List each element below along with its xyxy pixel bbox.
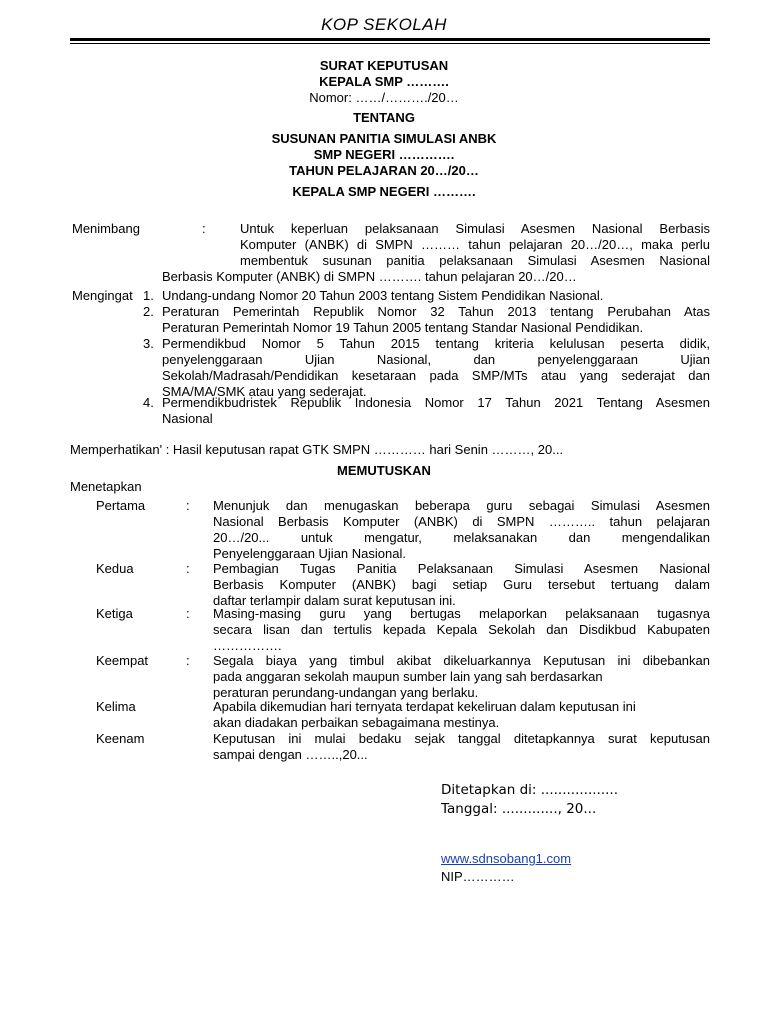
decision-pertama-line-3: 20…/20... untuk mengatur, melaksanakan dan mengendalikan xyxy=(213,530,710,545)
decision-ketiga-line-2: secara lisan dan tertulis kepada Kepala Sekolah dan Disdikbud Kabupaten xyxy=(213,622,710,637)
header-rule-thick xyxy=(70,38,710,41)
memutuskan-heading: MEMUTUSKAN xyxy=(337,463,431,478)
decision-label-pertama: Pertama xyxy=(96,498,146,513)
nip: NIP………… xyxy=(441,869,515,884)
menimbang-line-1: Untuk keperluan pelaksanaan Simulasi Asesmen Nasional Berbasis xyxy=(240,221,710,236)
mengingat-item-3-line-1: Permendikbud Nomor 5 Tahun 2015 tentang kriteria kelulusan peserta didik, xyxy=(162,336,710,351)
mengingat-item-2-line-2: Peraturan Pemerintah Nomor 19 Tahun 2005 tentang Standar Nasional Pendidikan. xyxy=(162,320,644,335)
decision-keempat-line-3: peraturan perundang-undangan yang berlaku. xyxy=(213,685,479,700)
mengingat-num-4: 4. xyxy=(143,395,154,410)
decision-ketiga-line-1: Masing-masing guru yang bertugas melaporkan pelaksanaan tugasnya xyxy=(213,606,710,621)
mengingat-item-4-line-1: Permendikbudristek Republik Indonesia Nomor 17 Tahun 2021 Tentang Asesmen xyxy=(162,395,710,410)
decision-pertama-line-1: Menunjuk dan menugaskan beberapa guru sebagai Simulasi Asesmen xyxy=(213,498,710,513)
document-title: SURAT KEPUTUSAN xyxy=(319,58,449,73)
mengingat-item-2-line-1: Peraturan Pemerintah Republik Nomor 32 Tahun 2013 tentang Perubahan Atas xyxy=(162,304,710,319)
kepala-heading: KEPALA SMP NEGERI ………. xyxy=(292,184,476,199)
kop-sekolah: KOP SEKOLAH xyxy=(321,15,447,34)
menimbang-label: Menimbang xyxy=(72,221,140,236)
mengingat-item-1-line-1: Undang-undang Nomor 20 Tahun 2003 tentang Sistem Pendidikan Nasional. xyxy=(162,288,604,303)
decision-kedua-line-2: Berbasis Komputer (ANBK) bagi setiap Guru tersebut tertuang dalam xyxy=(213,577,710,592)
decision-keempat-line-2: pada anggaran sekolah maupun sumber lain yang sah berdasarkan xyxy=(213,669,603,684)
menetapkan-label: Menetapkan xyxy=(70,479,142,494)
ditetapkan-di: Ditetapkan di: .................. xyxy=(441,782,618,798)
decision-keenam-line-2: sampai dengan ……..,20... xyxy=(213,747,368,762)
mengingat-num-2: 2. xyxy=(143,304,154,319)
decision-keenam-line-1: Keputusan ini mulai bedaku sejak tanggal ditetapkannya surat keputusan xyxy=(213,731,710,746)
subject-line-2: SMP NEGERI …………. xyxy=(313,147,455,162)
menimbang-line-2: Komputer (ANBK) di SMPN ……… tahun pelajaran 20…/20…, maka perlu xyxy=(240,237,710,252)
subject-line-3: TAHUN PELAJARAN 20…/20… xyxy=(289,163,479,178)
document-number: Nomor: ……/………./20… xyxy=(309,90,459,105)
decision-label-keenam: Keenam xyxy=(96,731,145,746)
mengingat-item-3-line-2: penyelenggaraan Ujian Nasional, dan penyelenggaraan Ujian xyxy=(162,352,710,367)
decision-keempat-line-1: Segala biaya yang timbul akibat dikeluarkannya Keputusan ini dibebankan xyxy=(213,653,710,668)
decision-kedua-line-3: daftar terlampir dalam surat keputusan ini. xyxy=(213,593,456,608)
mengingat-item-3-line-3: Sekolah/Madrasah/Pendidikan kesetaraan pada SMP/MTs atau yang sederajat dan xyxy=(162,368,710,383)
decision-kelima-line-1: Apabila dikemudian hari ternyata terdapat kekeliruan dalam keputusan ini xyxy=(213,699,636,714)
memperhatikan-line: Memperhatikan' : Hasil keputusan rapat GTK SMPN ………… hari Senin ………, 20... xyxy=(70,442,564,457)
mengingat-num-3: 3. xyxy=(143,336,154,351)
document-title-2: KEPALA SMP ………. xyxy=(319,74,449,89)
tentang-heading: TENTANG xyxy=(353,110,415,125)
decision-kedua-line-1: Pembagian Tugas Panitia Pelaksanaan Simulasi Asesmen Nasional xyxy=(213,561,710,576)
decision-pertama-line-2: Nasional Berbasis Komputer (ANBK) di SMPN ……….. tahun pelajaran xyxy=(213,514,710,529)
menimbang-colon: : xyxy=(202,221,206,236)
decision-kelima-line-2: akan diadakan perbaikan sebagaimana mestinya. xyxy=(213,715,500,730)
menimbang-line-3: membentuk susunan panitia pelaksanaan Simulasi Asesmen Nasional xyxy=(240,253,710,268)
decision-label-keempat: Keempat xyxy=(96,653,149,668)
decision-colon-kedua: : xyxy=(186,561,190,576)
decision-ketiga-line-3: ……………. xyxy=(213,638,282,653)
mengingat-num-1: 1. xyxy=(143,288,154,303)
menimbang-line-4: Berbasis Komputer (ANBK) di SMPN ………. tahun pelajaran 20…/20… xyxy=(162,269,577,284)
decision-colon-ketiga: : xyxy=(186,606,190,621)
tanggal: Tanggal: ............., 20... xyxy=(441,801,597,817)
mengingat-label: Mengingat xyxy=(72,288,133,303)
website-link[interactable]: www.sdnsobang1.com xyxy=(441,851,572,866)
header-rule-thin xyxy=(70,43,710,44)
decision-colon-pertama: : xyxy=(186,498,190,513)
mengingat-item-3-line-4: SMA/MA/SMK atau yang sederajat. xyxy=(162,384,367,399)
decision-label-kedua: Kedua xyxy=(96,561,134,576)
decision-pertama-line-4: Penyelenggaraan Ujian Nasional. xyxy=(213,546,406,561)
decision-label-ketiga: Ketiga xyxy=(96,606,133,621)
subject-line-1: SUSUNAN PANITIA SIMULASI ANBK xyxy=(271,131,497,146)
decision-colon-keempat: : xyxy=(186,653,190,668)
mengingat-item-4-line-2: Nasional xyxy=(162,411,213,426)
decision-label-kelima: Kelima xyxy=(96,699,136,714)
